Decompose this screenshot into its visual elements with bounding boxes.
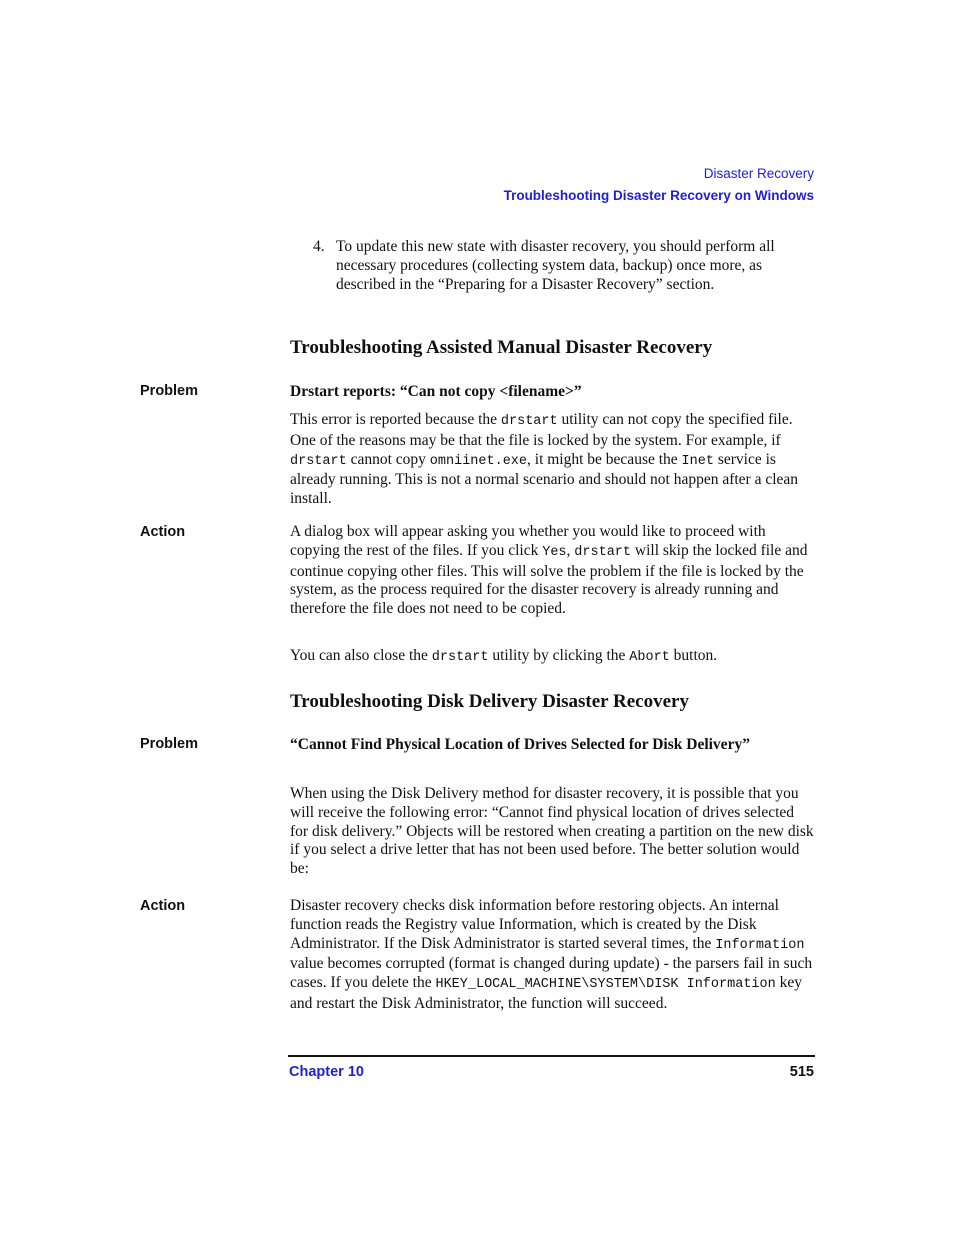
text-run: , it might be because the bbox=[527, 450, 682, 468]
problem-description bbox=[290, 411, 815, 509]
text-run: utility by clicking the bbox=[488, 647, 630, 664]
text-run: key and restart the Disk Administrator, the function will succeed. bbox=[290, 974, 802, 1012]
section-heading-disk-delivery: Troubleshooting Disk Delivery Disaster Recovery bbox=[290, 691, 689, 712]
problem-description: When using the Disk Delivery method for disaster recovery, it is possible that you will receive the following error: “Cannot find physical location of drives selected for disk delivery.” Objects will be restored when creating a partition on the new disk if you select a drive letter that has not been used before. The better solution would be: bbox=[290, 785, 814, 878]
action-label: Action bbox=[140, 524, 186, 540]
step-text: To update this new state with disaster recovery, you should perform all necessary procedures (collecting system data, backup) once more, as described in the “Preparing for a Disaster Recovery” section. bbox=[336, 238, 775, 293]
action-description bbox=[290, 897, 815, 1014]
code-run: Information bbox=[715, 937, 805, 953]
text-run: Disaster recovery checks disk information before restoring objects. An internal function reads the Registry value Information, which is created by the Disk Administrator. If the Disk Administrator is started several times, the bbox=[290, 897, 779, 952]
text-run: This error is reported because the bbox=[290, 411, 501, 428]
text-run: button. bbox=[669, 647, 718, 664]
text-run: , bbox=[566, 541, 575, 559]
footer-chapter: Chapter 10 bbox=[289, 1064, 364, 1080]
action-label: Action bbox=[140, 898, 186, 914]
code-run: omniinet.exe bbox=[429, 453, 528, 469]
action-description bbox=[290, 523, 815, 619]
code-run: Abort bbox=[629, 650, 670, 665]
code-run: drstart bbox=[290, 453, 347, 469]
text-run: A dialog box will appear asking you whether you would like to proceed with copying the rest of the files. If you click bbox=[290, 523, 766, 559]
running-header-chapter: Disaster Recovery bbox=[703, 166, 814, 181]
text-run: will skip the locked file and continue copying other files. This will solve the problem if the file is locked by the system, as the process required for the disaster recovery is already running and therefore the file does not need to be copied. bbox=[290, 541, 808, 618]
code-run: drstart bbox=[431, 650, 489, 665]
page-number: 515 bbox=[789, 1064, 814, 1080]
step-number: 4. bbox=[313, 238, 325, 255]
problem-title: “Cannot Find Physical Location of Drives Selected for Disk Delivery” bbox=[290, 736, 750, 753]
code-run: Inet bbox=[681, 453, 714, 469]
section-heading-assisted-manual: Troubleshooting Assisted Manual Disaster Recovery bbox=[290, 337, 713, 358]
code-run: drstart bbox=[500, 414, 558, 429]
text-run: You can also close the bbox=[290, 647, 432, 664]
numbered-step bbox=[313, 238, 818, 294]
running-header-section: Troubleshooting Disaster Recovery on Windows bbox=[503, 188, 814, 203]
problem-label: Problem bbox=[140, 383, 199, 399]
code-run: HKEY_LOCAL_MACHINE\SYSTEM\DISK Information bbox=[435, 977, 776, 993]
code-run: Yes bbox=[542, 544, 567, 560]
text-run: service is already running. This is not a normal scenario and should not happen after a clean install. bbox=[290, 450, 799, 508]
problem-label: Problem bbox=[140, 736, 199, 752]
action-note bbox=[290, 647, 815, 668]
text-run: utility can not copy the specified file. One of the reasons may be that the file is locked by the system. For example, if bbox=[290, 411, 793, 449]
footer-rule bbox=[288, 1055, 815, 1057]
code-run: drstart bbox=[574, 544, 632, 560]
text-run: value becomes corrupted (format is changed during update) - the parsers fail in such cases. If you delete the bbox=[290, 955, 813, 992]
text-run: cannot copy bbox=[346, 450, 430, 468]
problem-title: Drstart reports: “Can not copy <filename>” bbox=[290, 383, 582, 400]
